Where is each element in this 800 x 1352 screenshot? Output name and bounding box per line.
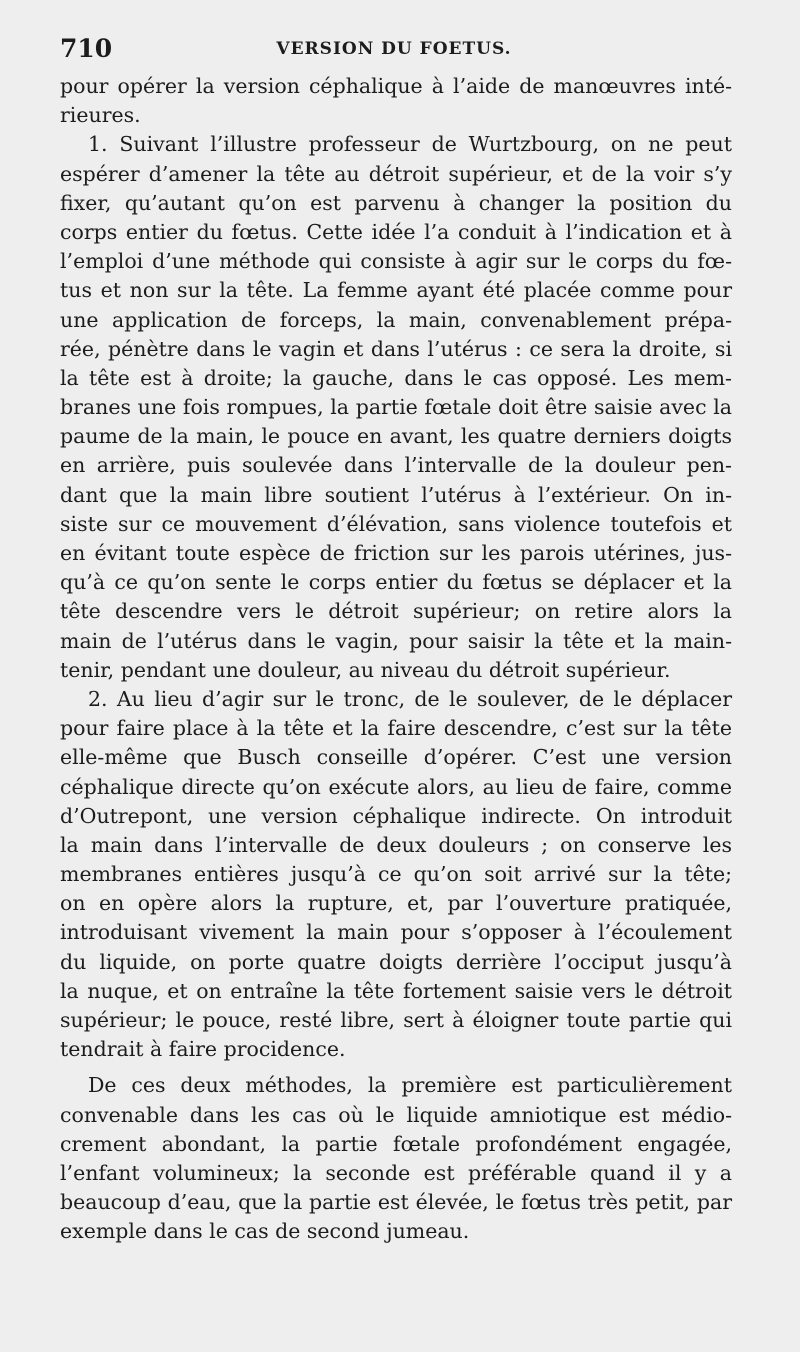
text-line: siste sur ce mouvement d’élévation, sans violence toutefois et — [60, 511, 732, 536]
text-line: tenir, pendant une douleur, au niveau du détroit supérieur. — [60, 657, 671, 682]
text-line: rieures. — [60, 103, 141, 128]
running-head: VERSION DU FOETUS. — [276, 39, 512, 59]
text-line: tête descendre vers le détroit supérieur; on retire alors la — [60, 599, 732, 624]
text-line: elle-même que Busch conseille d’opérer. C’est une version — [60, 745, 732, 770]
body-text — [60, 72, 732, 1247]
text-line: dant que la main libre soutient l’utérus à l’extérieur. On in- — [60, 482, 732, 507]
page-number: 710 — [60, 34, 113, 63]
text-line: céphalique directe qu’on exécute alors, au lieu de faire, comme — [60, 774, 732, 799]
text-line: du liquide, on porte quatre doigts derrière l’occiput jusqu’à — [60, 949, 732, 974]
text-line: convenable dans les cas où le liquide amniotique est médio- — [60, 1102, 732, 1127]
text-line: qu’à ce qu’on sente le corps entier du fœtus se déplacer et la — [60, 570, 732, 595]
text-line: pour faire place à la tête et la faire descendre, c’est sur la tête — [60, 716, 732, 741]
text-line: espérer d’amener la tête au détroit supérieur, et de la voir s’y — [60, 161, 732, 186]
text-line: l’enfant volumineux; la seconde est préférable quand il y a — [60, 1160, 732, 1185]
text-line: pour opérer la version céphalique à l’aide de manœuvres inté- — [60, 74, 732, 98]
text-line: introduisant vivement la main pour s’opposer à l’écoulement — [60, 920, 732, 945]
paragraph-first-line: De ces deux méthodes, la première est particulièrement — [88, 1073, 732, 1098]
text-line: membranes entières jusqu’à ce qu’on soit arrivé sur la tête; — [60, 862, 732, 887]
text-line: paume de la main, le pouce en avant, les quatre derniers doigts — [60, 424, 732, 449]
text-line: en évitant toute espèce de friction sur les parois utérines, jus- — [60, 541, 732, 565]
text-line: corps entier du fœtus. Cette idée l’a conduit à l’indication et à — [60, 219, 732, 244]
text-line: rée, pénètre dans le vagin et dans l’utérus : ce sera la droite, si — [60, 336, 732, 361]
text-line: une application de forceps, la main, convenablement prépa- — [60, 307, 732, 332]
text-line: branes une fois rompues, la partie fœtale doit être saisie avec la — [60, 395, 732, 420]
text-line: la nuque, et on entraîne la tête fortement saisie vers le détroit — [60, 978, 732, 1003]
text-line: crement abondant, la partie fœtale profondément engagée, — [60, 1131, 732, 1156]
paragraph-gap — [60, 1064, 732, 1071]
text-line: beaucoup d’eau, que la partie est élevée, le fœtus très petit, par — [60, 1190, 732, 1215]
paragraph-first-line: 1. Suivant l’illustre professeur de Wurtzbourg, on ne peut — [88, 132, 732, 157]
text-line: la tête est à droite; la gauche, dans le cas opposé. Les mem- — [60, 365, 732, 390]
text-line: on en opère alors la rupture, et, par l’ouverture pratiquée, — [60, 891, 732, 916]
text-line: supérieur; le pouce, resté libre, sert à éloigner toute partie qui — [60, 1008, 732, 1032]
text-line: tus et non sur la tête. La femme ayant été placée comme pour — [60, 278, 733, 303]
text-line: l’emploi d’une méthode qui consiste à agir sur le corps du fœ- — [60, 249, 732, 274]
page-header — [60, 34, 728, 66]
paragraph-first-line: 2. Au lieu d’agir sur le tronc, de le soulever, de le déplacer — [88, 686, 732, 711]
text-line: la main dans l’intervalle de deux douleurs ; on conserve les — [60, 832, 733, 857]
text-line: d’Outrepont, une version céphalique indirecte. On introduit — [60, 803, 732, 828]
text-line: tendrait à faire procidence. — [60, 1037, 346, 1062]
text-line: fixer, qu’autant qu’on est parvenu à changer la position du — [60, 190, 733, 215]
text-line: exemple dans le cas de second jumeau. — [60, 1219, 470, 1244]
text-line: en arrière, puis soulevée dans l’intervalle de la douleur pen- — [60, 453, 732, 478]
text-line: main de l’utérus dans le vagin, pour saisir la tête et la main- — [60, 628, 732, 653]
